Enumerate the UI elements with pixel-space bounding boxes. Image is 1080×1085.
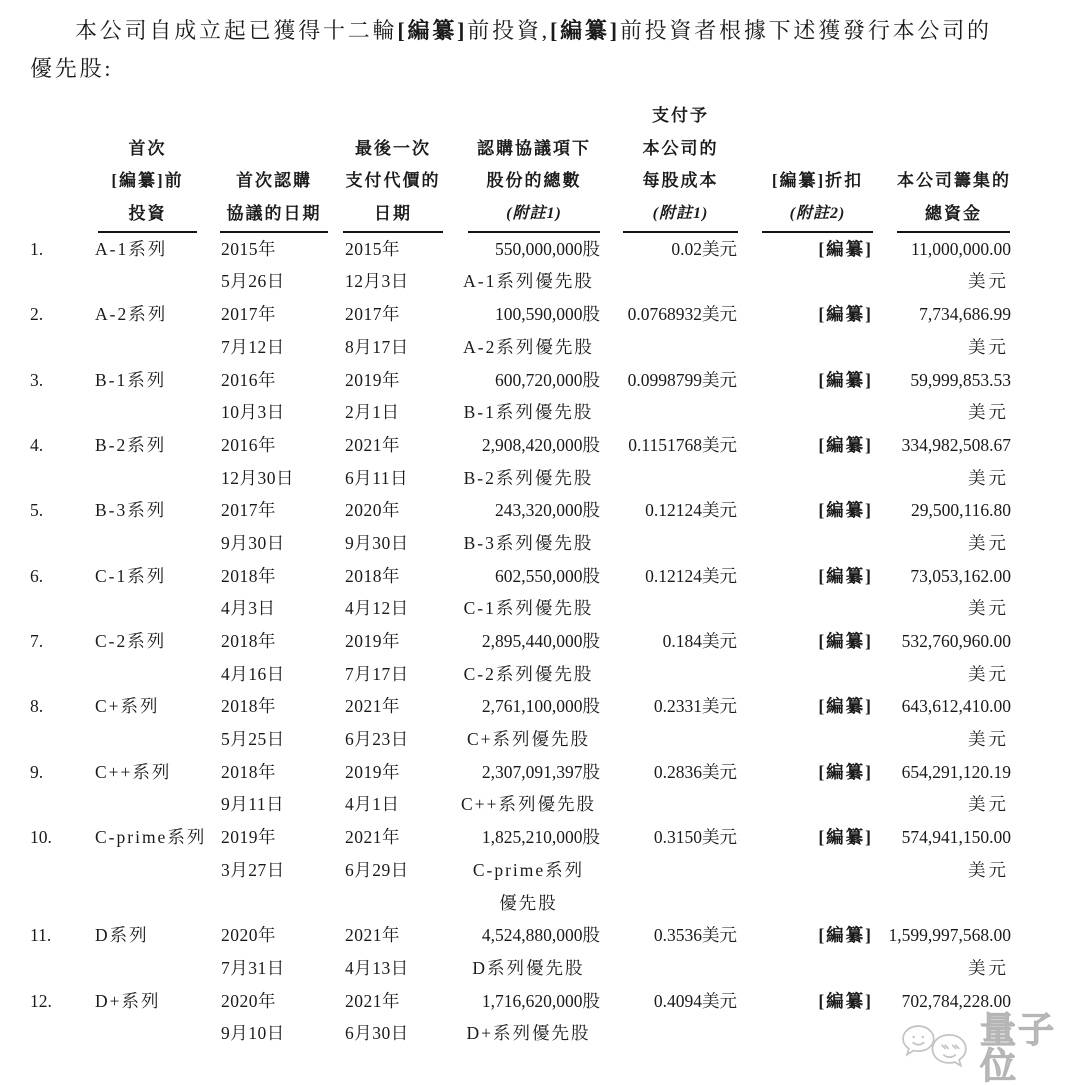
total-funds-cell: 11,000,000.00 美元 <box>911 238 1011 292</box>
series-cell: B-2系列 <box>95 434 167 455</box>
first-subscription-date-cell: 2015年 5月26日 <box>221 238 285 292</box>
last-payment-date-cell: 2021年 4月13日 <box>345 925 409 978</box>
last-payment-date-cell: 2017年 8月17日 <box>345 304 409 357</box>
last-payment-date-cell: 2021年 6月30日 <box>345 990 409 1044</box>
total-funds-cell: 59,999,853.53 美元 <box>910 369 1011 423</box>
first-subscription-date-cell: 2017年 7月12日 <box>221 304 285 357</box>
intro-text: 本公司自成立起已獲得十二輪 <box>75 18 398 43</box>
last-payment-date-cell: 2015年 12月3日 <box>345 238 409 292</box>
cost-per-share-cell: 0.1151768美元 <box>628 434 737 455</box>
row-number-cell: 12. <box>30 990 52 1011</box>
table-row <box>30 364 1080 429</box>
first-subscription-date-cell: 2019年 3月27日 <box>221 827 285 880</box>
row-number-cell: 7. <box>30 631 44 651</box>
total-funds-cell: 29,500,116.80 美元 <box>911 500 1011 553</box>
cost-per-share-cell: 0.0768932美元 <box>627 304 737 325</box>
discount-redacted-cell: [編纂] <box>818 990 873 1011</box>
total-shares-cell: 243,320,000股 B-3系列優先股 <box>463 500 600 553</box>
cost-per-share-cell: 0.2331美元 <box>653 696 737 717</box>
table-row <box>30 233 1080 298</box>
total-shares-cell: 600,720,000股 B-1系列優先股 <box>463 369 600 423</box>
series-cell: C-2系列 <box>95 631 167 651</box>
redacted-token: [編纂] <box>549 18 620 43</box>
header-discount: [編纂]折扣 (附註2) <box>738 100 875 233</box>
series-cell: C-prime系列 <box>95 827 207 848</box>
series-cell: C+系列 <box>95 696 160 717</box>
header-total-shares: 認購協議項下 股份的總數 (附註1) <box>455 100 602 233</box>
table-row <box>30 429 1080 494</box>
row-number-cell: 3. <box>30 369 44 390</box>
series-cell: C-1系列 <box>95 565 167 586</box>
first-subscription-date-cell: 2016年 12月30日 <box>221 434 294 488</box>
total-shares-cell: 602,550,000股 C-1系列優先股 <box>463 565 600 619</box>
total-shares-cell: 1,716,620,000股 D+系列優先股 <box>466 990 600 1044</box>
first-subscription-date-cell: 2020年 7月31日 <box>221 925 285 978</box>
total-funds-cell: 1,599,997,568.00 美元 <box>888 925 1011 978</box>
discount-redacted-cell: [編纂] <box>818 925 873 946</box>
total-funds-cell: 73,053,162.00 美元 <box>910 565 1011 619</box>
series-cell: A-1系列 <box>95 238 168 259</box>
intro-text: 前投資者根據下述獲發行本公司的 <box>619 18 992 43</box>
discount-redacted-cell: [編纂] <box>818 434 873 455</box>
header-series: 首次 [編纂]前 投資 <box>95 100 218 233</box>
header-cost-per-share: 支付予 本公司的 每股成本 (附註1) <box>602 100 738 233</box>
row-number-cell: 2. <box>30 304 44 325</box>
intro-line-2: 優先股: <box>30 56 114 81</box>
last-payment-date-cell: 2019年 4月1日 <box>345 761 400 815</box>
discount-redacted-cell: [編纂] <box>818 696 873 717</box>
prospectus-table <box>0 100 1080 1050</box>
header-total-funds-raised: 本公司籌集的 總資金 <box>875 100 1012 233</box>
discount-redacted-cell: [編纂] <box>818 827 873 848</box>
table-row <box>30 494 1080 559</box>
first-subscription-date-cell: 2016年 10月3日 <box>221 369 285 423</box>
first-subscription-date-cell: 2017年 9月30日 <box>221 500 285 553</box>
last-payment-date-cell: 2019年 7月17日 <box>345 631 409 684</box>
row-number-cell: 4. <box>30 434 44 455</box>
table-row <box>30 298 1080 363</box>
row-number-cell: 6. <box>30 565 44 586</box>
first-subscription-date-cell: 2018年 4月16日 <box>221 631 285 684</box>
table-body <box>30 233 1080 1050</box>
first-subscription-date-cell: 2018年 4月3日 <box>221 565 276 619</box>
total-shares-cell: 2,908,420,000股 B-2系列優先股 <box>463 434 600 488</box>
intro-text: 前投資, <box>467 18 550 43</box>
total-funds-cell: 643,612,410.00 美元 <box>901 696 1011 750</box>
table-row <box>30 625 1080 690</box>
cost-per-share-cell: 0.3536美元 <box>653 925 737 946</box>
series-cell: A-2系列 <box>95 304 168 325</box>
table-header-row <box>30 100 1080 233</box>
table-row <box>30 821 1080 919</box>
cost-per-share-cell: 0.0998799美元 <box>627 369 737 390</box>
total-funds-cell: 532,760,960.00 美元 <box>901 631 1011 684</box>
total-funds-cell: 334,982,508.67 美元 <box>901 434 1011 488</box>
cost-per-share-cell: 0.4094美元 <box>653 990 737 1011</box>
cost-per-share-cell: 0.2836美元 <box>653 761 737 782</box>
row-number-cell: 10. <box>30 827 52 848</box>
discount-redacted-cell: [編纂] <box>818 565 873 586</box>
total-shares-cell: 4,524,880,000股 D系列優先股 <box>472 925 600 978</box>
table-row <box>30 560 1080 625</box>
cost-per-share-cell: 0.12124美元 <box>645 565 737 586</box>
chat-bubbles-icon <box>900 1019 972 1077</box>
discount-redacted-cell: [編纂] <box>818 369 873 390</box>
row-number-cell: 1. <box>30 238 44 259</box>
cost-per-share-cell: 0.02美元 <box>671 238 737 259</box>
first-subscription-date-cell: 2018年 9月11日 <box>221 761 285 815</box>
discount-redacted-cell: [編纂] <box>818 238 873 259</box>
discount-redacted-cell: [編纂] <box>818 500 873 521</box>
total-shares-cell: 2,761,100,000股 C+系列優先股 <box>466 696 600 750</box>
discount-redacted-cell: [編纂] <box>818 631 873 651</box>
header-last-payment-date: 最後一次 支付代價的 日期 <box>340 100 455 233</box>
last-payment-date-cell: 2021年 6月23日 <box>345 696 409 750</box>
discount-redacted-cell: [編纂] <box>818 304 873 325</box>
total-funds-cell: 7,734,686.99 美元 <box>919 304 1011 357</box>
cost-per-share-cell: 0.3150美元 <box>653 827 737 848</box>
table-row <box>30 756 1080 821</box>
total-shares-cell: 100,590,000股 A-2系列優先股 <box>463 304 600 357</box>
total-funds-cell: 702,784,228.00 <box>901 990 1011 1011</box>
last-payment-date-cell: 2019年 2月1日 <box>345 369 400 423</box>
cost-per-share-cell: 0.184美元 <box>662 631 737 651</box>
total-shares-cell: 1,825,210,000股 C-prime系列 優先股 <box>472 827 600 913</box>
series-cell: D+系列 <box>95 990 161 1011</box>
row-number-cell: 9. <box>30 761 44 782</box>
row-number-cell: 11. <box>30 925 52 946</box>
series-cell: B-3系列 <box>95 500 167 521</box>
total-funds-cell: 654,291,120.19 美元 <box>901 761 1011 815</box>
watermark <box>900 1012 1080 1084</box>
discount-redacted-cell: [編纂] <box>818 761 873 782</box>
series-cell: D系列 <box>95 925 149 946</box>
series-cell: B-1系列 <box>95 369 167 390</box>
first-subscription-date-cell: 2020年 9月10日 <box>221 990 285 1044</box>
row-number-cell: 5. <box>30 500 44 521</box>
total-funds-cell: 574,941,150.00 美元 <box>901 827 1011 880</box>
header-first-subscription-date: 首次認購 協議的日期 <box>218 100 340 233</box>
row-number-cell: 8. <box>30 696 44 717</box>
last-payment-date-cell: 2021年 6月11日 <box>345 434 409 488</box>
intro-paragraph <box>0 0 1080 88</box>
total-shares-cell: 2,895,440,000股 C-2系列優先股 <box>463 631 600 684</box>
total-shares-cell: 2,307,091,397股 C++系列優先股 <box>461 761 600 815</box>
redacted-token: [編纂] <box>397 18 468 43</box>
table-row <box>30 919 1080 984</box>
intro-line-1 <box>30 12 1050 50</box>
total-shares-cell: 550,000,000股 A-1系列優先股 <box>463 238 600 292</box>
series-cell: C++系列 <box>95 761 172 782</box>
first-subscription-date-cell: 2018年 5月25日 <box>221 696 285 750</box>
last-payment-date-cell: 2020年 9月30日 <box>345 500 409 553</box>
last-payment-date-cell: 2018年 4月12日 <box>345 565 409 619</box>
last-payment-date-cell: 2021年 6月29日 <box>345 827 409 880</box>
cost-per-share-cell: 0.12124美元 <box>645 500 737 521</box>
watermark-text: 量子位 <box>979 1010 1056 1085</box>
header-number-cell <box>30 100 95 233</box>
table-row <box>30 690 1080 755</box>
